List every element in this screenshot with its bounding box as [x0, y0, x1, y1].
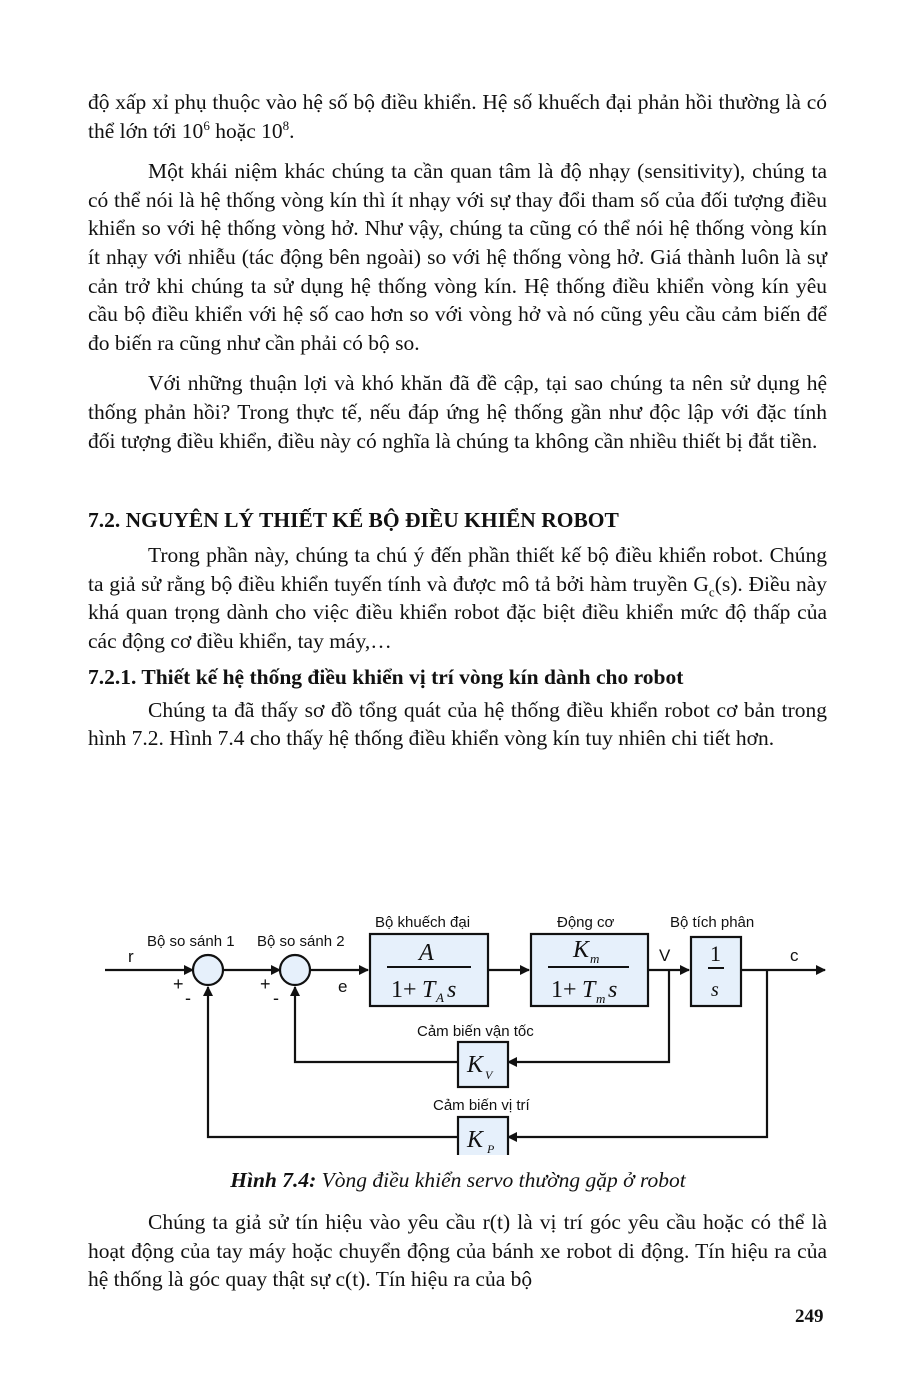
motor-den-T: T — [582, 977, 596, 1003]
exponent-6: 6 — [203, 117, 210, 133]
intro-text: độ xấp xỉ phụ thuộc vào hệ số bộ điều khiển. Hệ số khuếch đại phản hồi thường là có thể lớn tới 10 — [88, 90, 827, 143]
comparator-2 — [280, 955, 310, 985]
exponent-8: 8 — [282, 117, 290, 133]
amplifier-den-T: T — [422, 977, 436, 1003]
signal-r: r — [128, 947, 134, 966]
motor-numerator-K: K — [573, 937, 590, 963]
position-sensor-K: K — [467, 1127, 484, 1153]
signal-v: V — [659, 946, 671, 965]
motor-den-sub: m — [596, 991, 606, 1006]
velocity-sensor-K: K — [467, 1052, 484, 1078]
integrator-numerator: 1 — [710, 941, 721, 966]
comparator-2-label: Bộ so sánh 2 — [257, 933, 345, 950]
velocity-sensor-sub: V — [485, 1068, 493, 1082]
block-diagram-figure — [95, 905, 840, 1155]
motor-den-s: s — [608, 977, 618, 1003]
paragraph-intro — [88, 88, 827, 145]
comparator-1-label: Bộ so sánh 1 — [147, 933, 235, 950]
velocity-sensor-label: Cảm biến vận tốc — [417, 1023, 534, 1040]
signal-e: e — [338, 977, 348, 996]
subscript-c: c — [708, 584, 715, 600]
figure-caption — [0, 1168, 916, 1193]
amplifier-label: Bộ khuếch đại — [375, 914, 471, 931]
comparator-1 — [193, 955, 223, 985]
subsection-heading: 7.2.1. Thiết kế hệ thống điều khiển vị trí vòng kín dành cho robot — [88, 664, 684, 689]
page-number: 249 — [795, 1306, 824, 1327]
intro-mid: hoặc 10 — [209, 118, 283, 143]
position-sensor-sub: P — [487, 1142, 495, 1155]
amplifier-den-s: s — [447, 977, 457, 1003]
plus-sign-2: + — [260, 974, 271, 994]
paragraph-sensitivity: Một khái niệm khác chúng ta cần quan tâm là độ nhạy (sensitivity), chúng ta có thể nói là hệ thống vòng kín thì ít nhạy với sự thay đổi tham số của đối tượng điều khiển so với hệ thống vòng hở. Như vậy, chúng ta cũng có thể nói hệ thống vòng kín ít nhạy với nhiễu (tác động bên ngoài) so với hệ thống vòng hở. Giá thành luôn là sự cản trở khi chúng ta sử dụng hệ thống vòng kín. Hệ thống điều khiển vòng kín yêu cầu bộ điều khiển với hệ số cao hơn so với vòng hở và nó cũng yêu cầu cảm biến để đo biến ra cũng như cần phải có bộ so. — [88, 159, 827, 355]
intro-end: . — [289, 118, 295, 143]
section-text-after: (s). Điều này khá quan trọng dành cho việc điều khiển robot đặc biệt điều khiển mức độ thấp của các động cơ điều khiển, tay máy,… — [88, 571, 827, 653]
motor-numerator-sub: m — [590, 951, 600, 966]
integrator-label: Bộ tích phân — [670, 914, 755, 931]
paragraph-feedback: Với những thuận lợi và khó khăn đã đề cập, tại sao chúng ta nên sử dụng hệ thống phản hồi? Trong thực tế, nếu đáp ứng hệ thống gần như độc lập với đặc tính đối tượng điều khiển, điều này có nghĩa là chúng ta không cần nhiều thiết bị đắt tiền. — [88, 371, 827, 453]
position-sensor-label: Cảm biến vị trí — [433, 1097, 530, 1114]
minus-sign-2: - — [273, 988, 279, 1008]
paragraph-after-figure: Chúng ta giả sử tín hiệu vào yêu cầu r(t) là vị trí góc yêu cầu hoặc có thể là hoạt động của tay máy hoặc chuyển động của bánh xe robot di động. Tín hiệu ra của hệ thống là góc quay thật sự c(t). Tín hiệu ra của bộ — [88, 1210, 827, 1292]
motor-label: Động cơ — [557, 914, 615, 931]
minus-sign-1: - — [185, 988, 191, 1008]
amplifier-den-1plus: 1+ — [391, 977, 417, 1003]
caption-label: Hình 7.4: — [230, 1168, 317, 1192]
section-heading: 7.2. NGUYÊN LÝ THIẾT KẾ BỘ ĐIỀU KHIỂN ROBOT — [88, 508, 619, 533]
caption-text: Vòng điều khiển servo thường gặp ở robot — [316, 1168, 686, 1192]
amplifier-numerator: A — [419, 940, 434, 966]
plus-sign-1: + — [173, 974, 184, 994]
page-body-after-figure — [88, 1208, 827, 1294]
amplifier-den-sub: A — [436, 990, 444, 1005]
paragraph-subsection: Chúng ta đã thấy sơ đồ tổng quát của hệ thống điều khiển robot cơ bản trong hình 7.2. Hình 7.4 cho thấy hệ thống điều khiển vòng kín tuy nhiên chi tiết hơn. — [88, 697, 827, 751]
section-text-before: Trong phần này, chúng ta chú ý đến phần thiết kế bộ điều khiển robot. Chúng ta giả sử rằng bộ điều khiển tuyến tính và được mô tả bởi hàm truyền G — [88, 543, 827, 596]
integrator-denominator: s — [711, 979, 719, 1001]
page-body — [88, 88, 827, 753]
motor-den-1plus: 1+ — [551, 977, 577, 1003]
signal-c: c — [790, 946, 799, 965]
paragraph-section — [88, 541, 827, 655]
